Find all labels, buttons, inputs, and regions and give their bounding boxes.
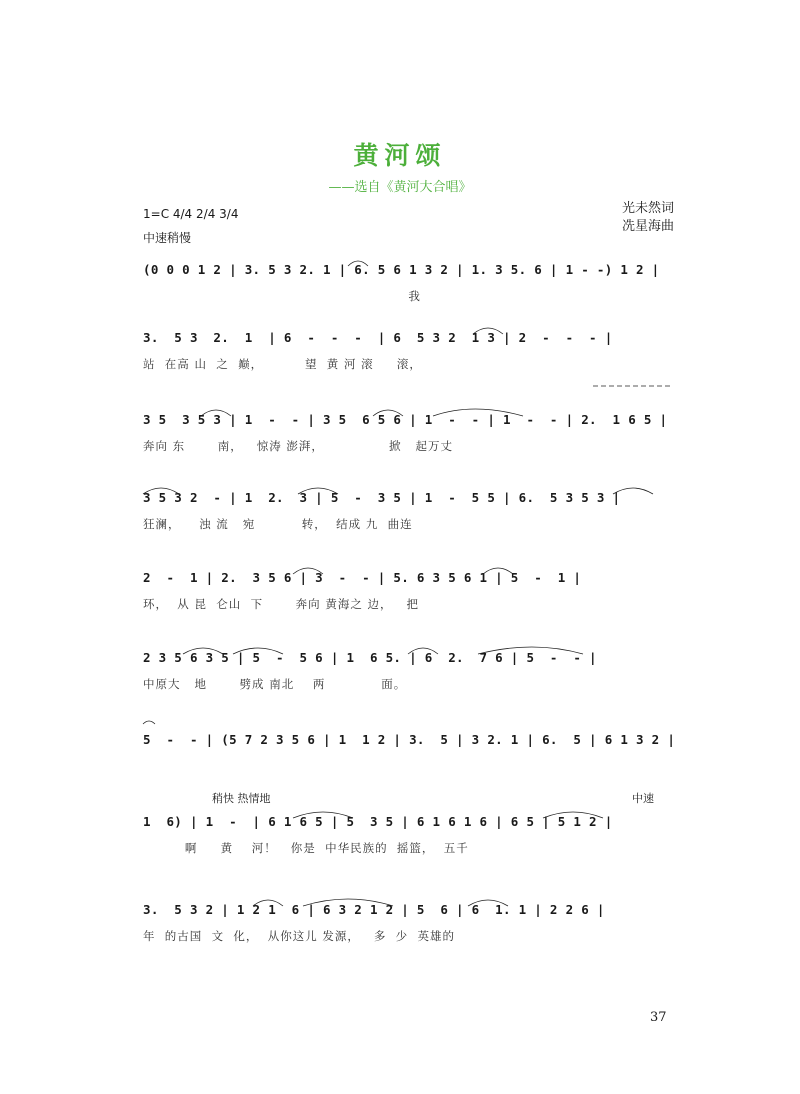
- tempo-marking: 中速稍慢: [143, 231, 192, 245]
- lyrics-line: 站 在高 山 之 巅， 望 黄 河 滚 滚，: [143, 357, 422, 371]
- lyrics-line: 奔向 东 南， 惊涛 澎湃， 掀 起万丈: [143, 439, 454, 453]
- staff-system-8: [143, 814, 673, 894]
- credits: [622, 200, 674, 236]
- staff-system-5: [143, 570, 673, 650]
- tempo-change: 中速: [632, 792, 654, 805]
- expression-marking: 稍快 热情地: [212, 792, 271, 805]
- song-title: 黄河颂: [353, 141, 447, 170]
- lyrics-line: 中原大 地 劈成 南北 两 面。: [143, 677, 407, 691]
- notation-line: 3 5 3 2 - | 1 2. 3 | 5 - 3 5 | 1 - 5 5 | 6. 5 3 5 3 |: [143, 490, 621, 505]
- notation-line: 3 5 3 5 3 | 1 - - | 3 5 6 5 6 | 1 - - | 1 - - | 2. 1 6 5 |: [143, 412, 668, 427]
- staff-system-2: [143, 330, 673, 410]
- song-subtitle: ——选自《黄河大合唱》: [328, 180, 472, 195]
- notation-line: 2 - 1 | 2. 3 5 6 | 3 - - | 5. 6 3 5 6 1 | 5 - 1 |: [143, 570, 582, 585]
- notation-line: 3. 5 3 2 | 1 2 1 6 | 6 3 2 1 2 | 5 6 | 6 1. 1 | 2 2 6 |: [143, 902, 605, 917]
- lyrics-line: 年 的古国 文 化， 从你这儿 发源， 多 少 英雄的: [143, 929, 455, 943]
- lyrics-line: 环， 从 昆 仑山 下 奔向 黄海之 边， 把: [143, 597, 419, 611]
- lyrics-line: 狂澜， 浊 流 宛 转， 结成 九 曲连: [143, 517, 413, 531]
- staff-system-4: [143, 490, 673, 570]
- composer-credit: 冼星海曲: [622, 219, 675, 234]
- staff-system-9: [143, 902, 673, 982]
- notation-line: (0 0 0 1 2 | 3. 5 3 2. 1 | 6. 5 6 1 3 2 | 1. 3 5. 6 | 1 - -) 1 2 |: [143, 262, 660, 277]
- lyrics-line: 我: [143, 289, 421, 303]
- lyrics-line: 啊 黄 河！ 你是 中华民族的 摇篮， 五千: [143, 841, 469, 855]
- page-number: 37: [650, 1010, 667, 1025]
- notation-line: 2 3 5 6 3 5 | 5 - 5 6 | 1 6 5. | 6 2. 7 6 | 5 - - |: [143, 650, 597, 665]
- notation-line: 3. 5 3 2. 1 | 6 - - - | 6 5 3 2 1 3 | 2 - - - |: [143, 330, 613, 345]
- staff-system-6: [143, 650, 673, 730]
- lyricist-credit: 光未然词: [622, 201, 675, 216]
- key-signature: 1=C 4/4 2/4 3/4: [143, 207, 239, 221]
- notation-line: 1 6) | 1 - | 6 1 6 5 | 5 3 5 | 6 1 6 1 6 | 6 5 | 5 1 2 |: [143, 814, 613, 829]
- notation-line: 5 - - | (5 7 2 3 5 6 | 1 1 2 | 3. 5 | 3 2. 1 | 6. 5 | 6 1 3 2 |: [143, 732, 676, 747]
